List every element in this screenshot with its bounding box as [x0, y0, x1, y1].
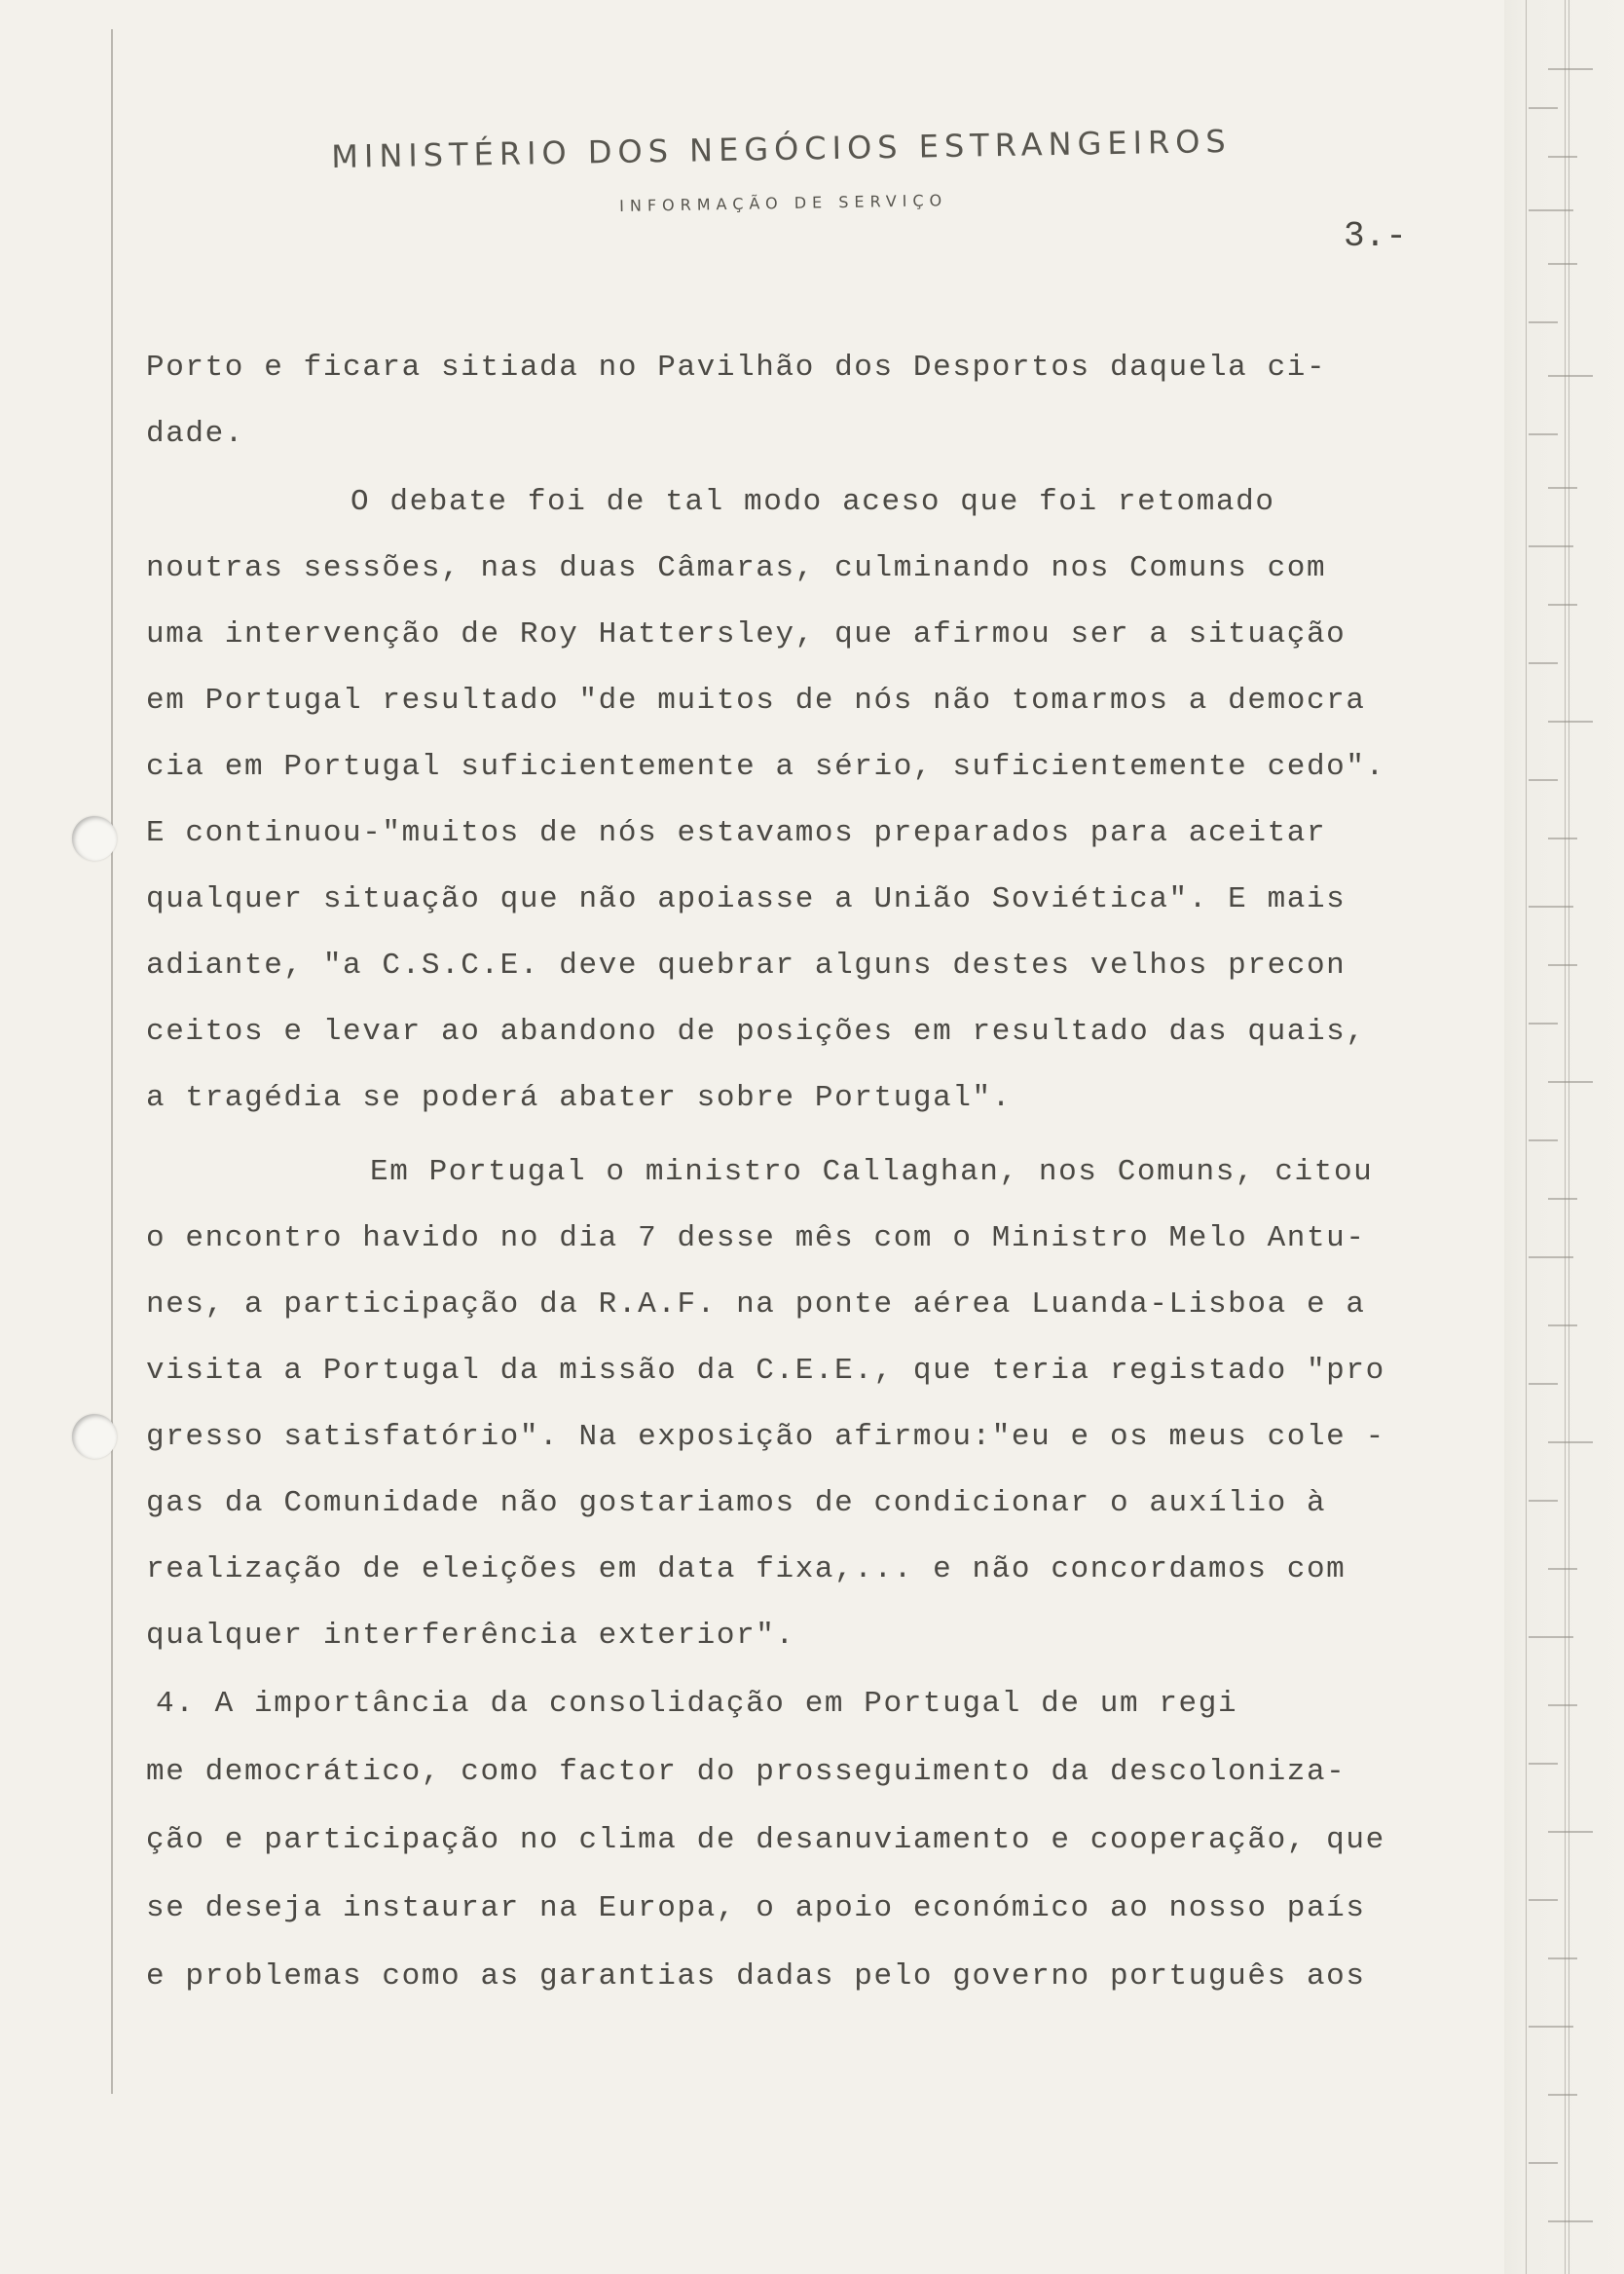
edge-tick: [1548, 2094, 1577, 2096]
punch-hole: [72, 816, 117, 861]
edge-tick: [1529, 1500, 1558, 1502]
text-line: a tragédia se poderá abater sobre Portugal".: [146, 1081, 1012, 1115]
text-line: Porto e ficara sitiada no Pavilhão dos Desportos daquela ci-: [146, 351, 1327, 385]
edge-tick: [1548, 263, 1577, 265]
edge-tick: [1529, 1139, 1558, 1141]
text-line: em Portugal resultado "de muitos de nós não tomarmos a democra: [146, 684, 1366, 718]
text-line: E continuou-"muitos de nós estavamos preparados para aceitar: [146, 816, 1327, 850]
edge-tick: [1548, 604, 1577, 606]
edge-line: [1565, 0, 1566, 2274]
edge-tick: [1548, 156, 1577, 158]
edge-tick: [1529, 1383, 1558, 1385]
text-line: nes, a participação da R.A.F. na ponte aérea Luanda-Lisboa e a: [146, 1287, 1366, 1322]
text-line: gresso satisfatório". Na exposição afirmou:"eu e os meus cole -: [146, 1420, 1385, 1454]
edge-tick: [1548, 1198, 1577, 1200]
edge-tick: [1529, 1023, 1558, 1025]
left-margin-rule: [111, 29, 113, 2094]
text-line: noutras sessões, nas duas Câmaras, culminando nos Comuns com: [146, 551, 1327, 585]
edge-tick: [1548, 487, 1577, 489]
edge-tick: [1548, 1081, 1593, 1083]
edge-tick: [1548, 838, 1577, 839]
text-line: ção e participação no clima de desanuviamento e cooperação, que: [146, 1823, 1385, 1857]
edge-tick: [1529, 2162, 1558, 2164]
text-line: cia em Portugal suficientemente a sério, suficientemente cedo".: [146, 750, 1385, 784]
edge-tick: [1529, 545, 1573, 547]
punch-hole: [72, 1414, 117, 1459]
text-line: O debate foi de tal modo aceso que foi retomado: [351, 485, 1275, 519]
edge-tick: [1548, 1704, 1577, 1706]
edge-tick: [1529, 662, 1558, 664]
edge-tick: [1548, 2220, 1593, 2222]
edge-tick: [1529, 1636, 1573, 1638]
text-line: realização de eleições em data fixa,... e não concordamos com: [146, 1552, 1347, 1586]
page-number: 3.-: [1344, 216, 1407, 256]
edge-tick: [1529, 433, 1558, 435]
edge-tick: [1529, 906, 1573, 908]
text-line: uma intervenção de Roy Hattersley, que afirmou ser a situação: [146, 617, 1347, 652]
edge-tick: [1529, 107, 1558, 109]
text-line: e problemas como as garantias dadas pelo governo português aos: [146, 1959, 1366, 1994]
service-subtitle: INFORMAÇÃO DE SERVIÇO: [619, 191, 948, 215]
edge-tick: [1529, 1899, 1558, 1901]
text-line: me democrático, como factor do prosseguimento da descoloniza-: [146, 1755, 1347, 1789]
edge-tick: [1529, 321, 1558, 323]
text-line: 4. A importância da consolidação em Portugal de um regi: [156, 1687, 1238, 1721]
edge-tick: [1529, 1763, 1558, 1765]
text-line: Em Portugal o ministro Callaghan, nos Comuns, citou: [370, 1155, 1374, 1189]
edge-tick: [1548, 1441, 1593, 1443]
edge-tick: [1548, 1831, 1593, 1833]
edge-tick: [1529, 2026, 1573, 2028]
text-line: qualquer interferência exterior".: [146, 1619, 795, 1653]
edge-line: [1526, 0, 1527, 2274]
right-edge-strip: [1504, 0, 1624, 2274]
ministry-title: MINISTÉRIO DOS NEGÓCIOS ESTRANGEIROS: [331, 122, 1232, 175]
text-line: adiante, "a C.S.C.E. deve quebrar alguns destes velhos precon: [146, 949, 1347, 983]
edge-tick: [1548, 721, 1593, 723]
text-line: o encontro havido no dia 7 desse mês com o Ministro Melo Antu-: [146, 1221, 1366, 1255]
edge-tick: [1529, 1256, 1573, 1258]
text-line: gas da Comunidade não gostariamos de condicionar o auxílio à: [146, 1486, 1327, 1520]
edge-tick: [1529, 209, 1573, 211]
edge-tick: [1548, 1324, 1577, 1326]
edge-tick: [1529, 779, 1558, 781]
text-line: se deseja instaurar na Europa, o apoio económico ao nosso país: [146, 1891, 1366, 1925]
text-line: ceitos e levar ao abandono de posições em resultado das quais,: [146, 1015, 1366, 1049]
edge-tick: [1548, 1568, 1577, 1570]
text-line: visita a Portugal da missão da C.E.E., que teria registado "pro: [146, 1354, 1385, 1388]
edge-tick: [1548, 68, 1593, 70]
edge-tick: [1548, 964, 1577, 966]
text-line: dade.: [146, 417, 245, 451]
edge-tick: [1548, 375, 1593, 377]
edge-tick: [1548, 1957, 1577, 1959]
text-line: qualquer situação que não apoiasse a União Soviética". E mais: [146, 882, 1347, 916]
